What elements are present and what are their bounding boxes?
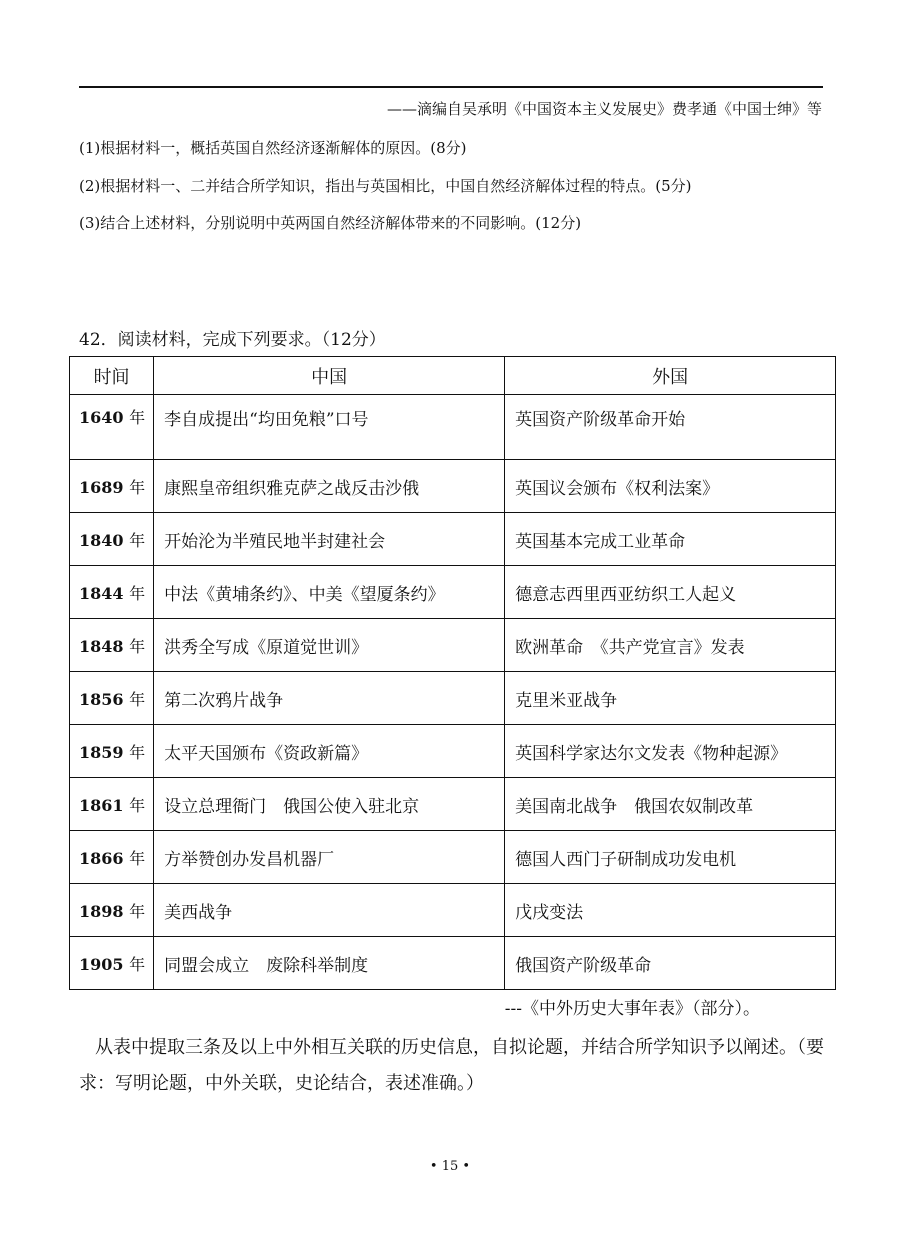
row-foreign-event: 德意志西里西亚纺织工人起义 (505, 566, 836, 619)
row-year (70, 725, 154, 778)
row-year (70, 460, 154, 513)
year-unit: 年 (129, 408, 146, 427)
row-china-event: 康熙皇帝组织雅克萨之战反击沙俄 (154, 460, 505, 513)
question-1: (1)根据材料一，概括英国自然经济逐渐解体的原因。(8分) (79, 139, 467, 157)
row-foreign-event: 戊戌变法 (505, 884, 836, 937)
question-3: (3)结合上述材料，分别说明中英两国自然经济解体带来的不同影响。(12分) (79, 214, 582, 232)
table-header-row (70, 357, 836, 395)
year-value: 1840 (79, 530, 124, 550)
year-unit: 年 (129, 583, 146, 603)
question-42-heading: 42．阅读材料，完成下列要求。（12分） (79, 330, 386, 350)
row-china-event: 开始沦为半殖民地半封建社会 (154, 513, 505, 566)
header-foreign: 外国 (505, 357, 836, 395)
row-china-event: 第二次鸦片战争 (154, 672, 505, 725)
row-china-event: 同盟会成立 废除科举制度 (154, 937, 505, 990)
table-source: ---《中外历史大事年表》（部分）。 (504, 999, 760, 1019)
row-year (70, 884, 154, 937)
table-row (70, 778, 836, 831)
year-value: 1848 (79, 636, 124, 656)
table-row (70, 566, 836, 619)
row-china-event: 李自成提出“均田免粮”口号 (154, 395, 505, 460)
year-value: 1640 (79, 408, 124, 427)
year-value: 1856 (79, 689, 124, 709)
material-source: ——滴编自吴承明《中国资本主义发展史》费孝通《中国士绅》等 (386, 100, 822, 118)
year-unit: 年 (129, 742, 146, 762)
row-year (70, 778, 154, 831)
row-year (70, 619, 154, 672)
header-time: 时间 (70, 357, 154, 395)
table-row (70, 725, 836, 778)
year-value: 1859 (79, 742, 124, 762)
row-foreign-event: 俄国资产阶级革命 (505, 937, 836, 990)
row-year (70, 831, 154, 884)
year-value: 1689 (79, 477, 124, 497)
row-foreign-event: 英国基本完成工业革命 (505, 513, 836, 566)
year-value: 1905 (79, 954, 124, 974)
row-foreign-event: 英国科学家达尔文发表《物种起源》 (505, 725, 836, 778)
events-table (69, 356, 836, 990)
row-year (70, 395, 154, 460)
year-value: 1898 (79, 901, 124, 921)
year-unit: 年 (129, 848, 146, 868)
question-2: (2)根据材料一、二并结合所学知识，指出与英国相比，中国自然经济解体过程的特点。(5分) (79, 177, 692, 195)
row-year (70, 937, 154, 990)
year-unit: 年 (129, 530, 146, 550)
row-year (70, 566, 154, 619)
table-row (70, 831, 836, 884)
row-foreign-event: 克里米亚战争 (505, 672, 836, 725)
year-value: 1844 (79, 583, 124, 603)
row-china-event: 方举赞创办发昌机器厂 (154, 831, 505, 884)
year-unit: 年 (129, 689, 146, 709)
table-row (70, 460, 836, 513)
row-year (70, 672, 154, 725)
row-foreign-event: 美国南北战争 俄国农奴制改革 (505, 778, 836, 831)
row-china-event: 洪秀全写成《原道觉世训》 (154, 619, 505, 672)
question-42-prompt: 从表中提取三条及以上中外相互关联的历史信息，自拟论题，并结合所学知识予以阐述。（要求：写明论题，中外关联，史论结合，表述准确。） (79, 1037, 824, 1094)
table-row (70, 513, 836, 566)
row-china-event: 中法《黄埔条约》、中美《望厦条约》 (154, 566, 505, 619)
year-unit: 年 (129, 636, 146, 656)
table-row (70, 937, 836, 990)
year-unit: 年 (129, 477, 146, 497)
year-unit: 年 (129, 901, 146, 921)
row-year (70, 513, 154, 566)
year-unit: 年 (129, 954, 146, 974)
year-value: 1861 (79, 795, 124, 815)
year-value: 1866 (79, 848, 124, 868)
table-row (70, 619, 836, 672)
row-foreign-event: 英国议会颁布《权利法案》 (505, 460, 836, 513)
table-row (70, 884, 836, 937)
row-foreign-event: 欧洲革命 《共产党宣言》发表 (505, 619, 836, 672)
header-rule (79, 86, 823, 88)
row-china-event: 太平天国颁布《资政新篇》 (154, 725, 505, 778)
table-row (70, 395, 836, 460)
header-china: 中国 (154, 357, 505, 395)
row-china-event: 设立总理衙门 俄国公使入驻北京 (154, 778, 505, 831)
row-foreign-event: 英国资产阶级革命开始 (505, 395, 836, 460)
year-unit: 年 (129, 795, 146, 815)
row-foreign-event: 德国人西门子研制成功发电机 (505, 831, 836, 884)
row-china-event: 美西战争 (154, 884, 505, 937)
page-number: • 15 • (429, 1159, 471, 1174)
table-row (70, 672, 836, 725)
